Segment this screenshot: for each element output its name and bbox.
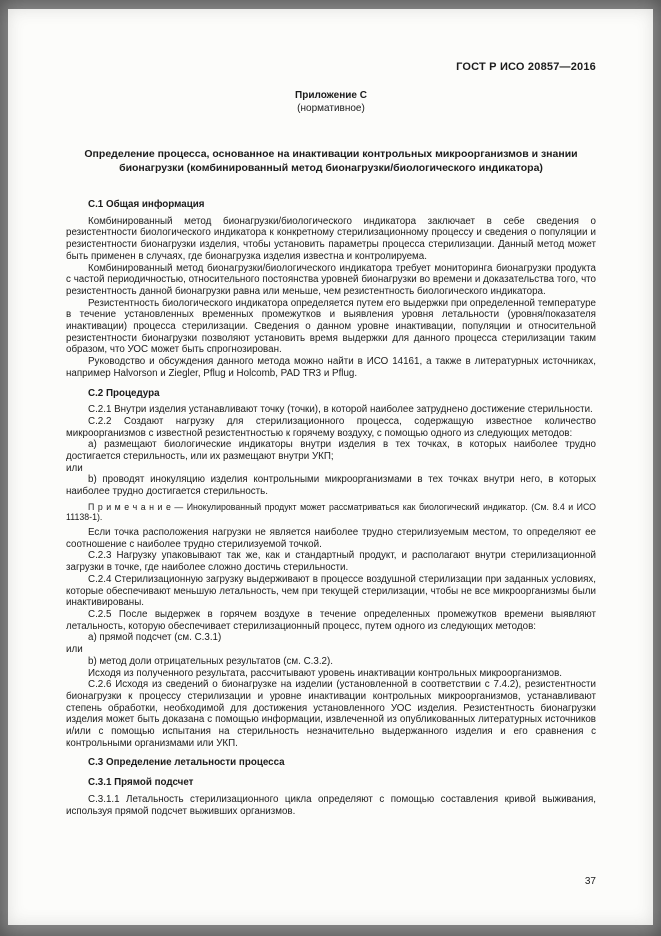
paragraph: Руководство и обсуждения данного метода можно найти в ИСО 14161, а также в литературных источниках, например Halvorson и Ziegler, Pflug и Holcomb, PAD TR3 и Pflug. [66,356,596,379]
section-heading: С.1 Общая информация [88,199,205,210]
page-content [8,9,653,817]
paragraph: Комбинированный метод бионагрузки/биологического индикатора требует мониторинга бионагрузки продукта с частой периодичностью, относительного постоянства уровней бионагрузки во времени и доказательства того, что резистентность данной бионагрузки равна или меньше, чем резистентность биологического индикатора. [66,262,596,297]
document-body [66,199,596,817]
section-heading: С.2 Процедура [88,387,160,399]
paragraph: Резистентность биологического индикатора определяется путем его выдержки при определенной температуре в течение установленных временных промежутков и выявления уровня летальности (уровня/показателя инактивации) процесса стерилизации. Сведения о данном уровне инактивации, популяции и относительной резистентности бионагрузки позволяют установить время выдержки для данного процесса стерилизации таким образом, что УОС может быть спрогнозирован. [66,297,596,356]
paragraph: а) размещают биологические индикаторы внутри изделия в тех точках, в которых наиболее трудно достигается стерильность, или их размещают внутри УКП; [66,439,596,463]
paragraph: С.2.6 Исходя из сведений о бионагрузке на изделии (установленной в соответствии с 7.4.2), резистентности бионагрузки к процессу стерилизации и уровне инактивации контрольных микроорганизмов, устанавливают степень обработки, необходимой для достижения установленного УОС изделия. Резистентность бионагрузки изделия может быть доказана с помощью информации, извлеченной из опубликованных литературных источников и/или с помощью испытания на стерильность незначительно выдержанного изделия и его сравнения с контрольными организмами или УКП. [66,679,596,749]
section-heading: С.3 Определение летальности процесса [88,757,285,769]
paragraph: С.2.2 Создают нагрузку для стерилизационного процесса, содержащую известное количество микроорганизмов с известной резистентностью к горячему воздуху, с помощью одного из следующих методов: [66,415,596,439]
note: П р и м е ч а н и е — Инокулированный продукт может рассматриваться как биологический индикатор. (См. 8.4 и ИСО 11138-1). [66,501,596,523]
paragraph: Комбинированный метод бионагрузки/биологического индикатора заключает в себе сведения о резистентности биологического индикатора к конкретному стерилизационному процессу и сведения о популяции и резистентности бионагрузки изделия, чтобы установить параметры процесса стерилизации. Данный метод может быть применен в случаях, где бионагрузка изделия известна и контролируема. [66,215,596,262]
annex-kind: (нормативное) [297,103,365,114]
document-standard-number: ГОСТ Р ИСО 20857—2016 [456,61,596,73]
paragraph: b) метод доли отрицательных результатов (см. С.3.2). [88,655,333,667]
annex-label: Приложение С [295,90,367,101]
paragraph: Исходя из полученного результата, рассчитывают уровень инактивации контрольных микроорганизмов. [88,667,563,679]
document-title: Определение процесса, основанное на инактивации контрольных микроорганизмов и знании бионагрузки (комбинированный метод бионагрузки/биологического индикатора) [84,148,578,174]
paragraph: С.2.5 После выдержек в горячем воздухе в течение определенных промежутков времени выявляют летальность, которую обеспечивает стерилизационный процесс, путем одного из следующих методов: [66,608,596,632]
paragraph: Если точка расположения нагрузки не является наиболее трудно стерилизуемым местом, то определяют ее соотношение с наиболее трудно стерилизуемой точкой. [66,527,596,550]
connector-line: или [66,644,83,656]
document-page [8,9,653,925]
paragraph: С.2.1 Внутри изделия устанавливают точку (точки), в которой наиболее затруднено достижение стерильности. [88,404,593,416]
paragraph: а) прямой подсчет (см. С.3.1) [88,632,222,644]
paragraph: С.3.1.1 Летальность стерилизационного цикла определяют с помощью составления кривой выживания, используя прямой подсчет выживших организмов. [66,793,596,817]
connector-line: или [66,462,83,474]
page-number: 37 [584,876,596,887]
paragraph: b) проводят инокуляцию изделия контрольными микроорганизмами в тех точках внутри него, в которых наиболее трудно достигается стерильность. [66,474,596,498]
paragraph: С.2.4 Стерилизационную загрузку выдерживают в процессе воздушной стерилизации при заданных условиях, которые обеспечивают меньшую летальность, чем при текущей стерилизации, чтобы не все микроорганизмы были инактивированы. [66,573,596,609]
paragraph: С.2.3 Нагрузку упаковывают так же, как и стандартный продукт, и располагают внутри стерилизационной загрузки в точке, где наиболее сложно достичь стерильности. [66,550,596,574]
section-heading: С.3.1 Прямой подсчет [88,777,194,789]
